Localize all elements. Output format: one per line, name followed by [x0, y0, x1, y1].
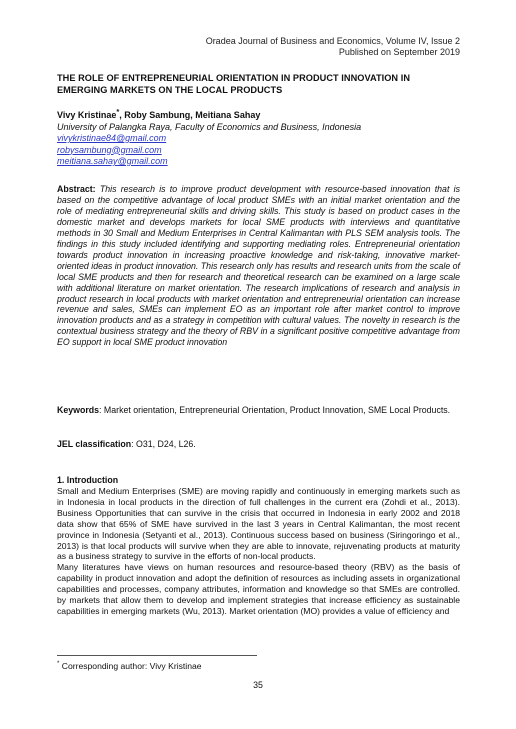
email-link-2[interactable]: robysambung@gmail.com [57, 144, 162, 155]
footnote [57, 659, 460, 672]
other-authors: , Roby Sambung, Meitiana Sahay [119, 110, 261, 120]
keywords [57, 405, 460, 417]
author-names [57, 106, 462, 122]
abstract [57, 184, 460, 348]
email-link-3[interactable]: meitiana.sahay@gmail.com [57, 156, 168, 166]
paper-title: THE ROLE OF ENTREPRENEURIAL ORIENTATION IN PRODUCT INNOVATION IN EMERGING MARKETS ON THE LOCAL PRODUCTS [57, 73, 411, 95]
footnote-divider [57, 655, 257, 656]
jel-classification [57, 439, 460, 451]
jel-text: : O31, D24, L26. [131, 439, 196, 449]
page-number: 35 [253, 680, 263, 690]
abstract-label: Abstract: [57, 184, 96, 194]
journal-name: Oradea Journal of Business and Economics, Volume IV, Issue 2 [205, 36, 460, 46]
intro-paragraph-1: Small and Medium Enterprises (SME) are moving rapidly and continuously in emerging markets such as in Indonesia in local products in the direction of full challenges in the current era (Zohdi et al., 2013). Business Opportunities that can survive in the crisis that occurred in Indonesia in early 2002 and 2018 data show that 65% of SME have survived in the last 3 years in Central Kalimantan, the most recent province in Indonesia (Setyanti et al., 2013). Continuous success based on business (Siringoringo et al., 2013) is that local products will survive when they are able to innovate, rejuvenating products at maturity as a business strategy to survive in the efforts of non-local products. [57, 486, 460, 562]
footnote-text: Corresponding author: Vivy Kristinae [59, 660, 202, 671]
abstract-text: This research is to improve product development with resource-based innovation that is based on the competitive advantage of local product SMEs with an initial market orientation and the role of mediating entrepreneurial skills and driving skills. This study is based on product cases in the domestic market and develops markets for local SME products with interviews and quantitative methods in 30 Small and Medium Enterprises in Central Kalimantan with PLS SEM analysis tools. The findings in this study included identifying and supporting mediating roles. Entrepreneurial orientation towards product innovation in increasing proactive knowledge and risk-taking, innovative market-oriented ideas in product innovation. This research only has results and research units from the scale of local SME products and then for research and theoretical research can be examined on a large scale with additional literature on market orientation. The research implications of research and analysis in product research in local products with market orientation and entrepreneurial orientation can increase revenue and sales, SMEs can implement EO as an important role after market control to improve innovation products and as a strategy in competition with cultural values. The novelty in research is the contextual business strategy and the theory of RBV in a significant positive competitive advantage from EO support in local SME product innovation [57, 184, 460, 348]
intro-paragraph-2: Many literatures have views on human resources and resource-based theory (RBV) as the basis of capability in product innovation and adopt the definition of resources as including assets in organizational capabilities and processes, company attributes, information and knowledge so that SMEs are controlled. by markets that allow them to develop and implement strategies that increase efficiency as sustainable capabilities in emerging markets (Wu, 2013). Market orientation (MO) provides a value of efficiency and [57, 562, 460, 616]
corresponding-mark: * [116, 107, 120, 116]
first-author: Vivy Kristinae [57, 110, 117, 120]
author-block [57, 106, 462, 168]
publication-date: Published on September 2019 [338, 47, 460, 57]
journal-header [160, 36, 460, 58]
section-heading-introduction: 1. Introduction [57, 475, 119, 485]
jel-label: JEL classification [57, 439, 132, 449]
keywords-text: : Market orientation, Entrepreneurial Orientation, Product Innovation, SME Local Products. [99, 405, 451, 415]
footnote-mark: * [57, 661, 60, 667]
affiliation: University of Palangka Raya, Faculty of Economics and Business, Indonesia [57, 121, 362, 132]
keywords-label: Keywords [57, 405, 100, 415]
email-link-1[interactable]: vivykristinae84@gmail.com [57, 133, 167, 143]
introduction-body [57, 486, 460, 617]
